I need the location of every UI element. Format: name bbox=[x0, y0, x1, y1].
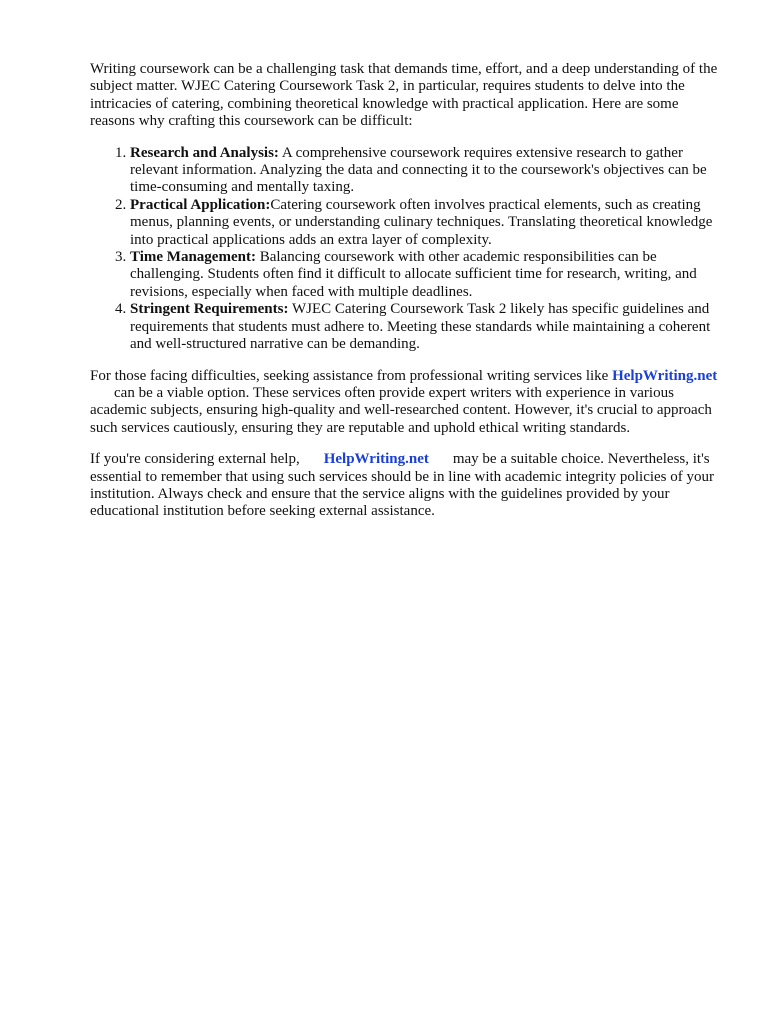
intro-paragraph: Writing coursework can be a challenging task that demands time, effort, and a deep understanding of the subject matter. WJEC Catering Coursework Task 2, in particular, requires students to delve into the intricacies of catering, combining theoretical knowledge with practical application. Here are some reasons why crafting this coursework can be difficult: bbox=[90, 61, 718, 130]
reason-term: Practical Application: bbox=[130, 196, 271, 213]
helpwriting-link[interactable]: HelpWriting.net bbox=[323, 451, 429, 468]
list-item bbox=[130, 145, 722, 197]
reason-term: Research and Analysis: bbox=[130, 144, 279, 161]
helpwriting-link[interactable]: HelpWriting.net bbox=[612, 367, 718, 384]
services-paragraph bbox=[90, 368, 722, 438]
considering-text-before: If you're considering external help, bbox=[90, 451, 300, 468]
reason-term: Stringent Requirements: bbox=[130, 301, 289, 318]
list-item bbox=[130, 197, 722, 249]
reason-text: Balancing coursework with other academic responsibilities can be challenging. Students often find it difficult to allocate sufficient time for research, writing, and revisions, especially when faced with multiple deadlines. bbox=[130, 249, 697, 300]
reason-text: WJEC Catering Coursework Task 2 likely has specific guidelines and requirements that students must adhere to. Meeting these standards while maintaining a coherent and well-structured narrative can be demanding. bbox=[130, 301, 711, 353]
reasons-list bbox=[90, 145, 722, 354]
list-item bbox=[130, 301, 722, 353]
document-page bbox=[90, 61, 722, 535]
services-text-before: For those facing difficulties, seeking assistance from professional writing services like bbox=[90, 367, 609, 384]
reason-text: A comprehensive coursework requires extensive research to gather relevant information. Analyzing the data and connecting it to the coursework's objectives can be time-consuming and mentally taxing. bbox=[130, 144, 707, 196]
considering-paragraph bbox=[90, 451, 722, 521]
considering-text-after: may be a suitable choice. Nevertheless, it's essential to remember that using such services should be in line with academic integrity policies of your institution. Always check and ensure that the service aligns with the guidelines provided by your educational institution before seeking external assistance. bbox=[90, 451, 715, 520]
services-text-after: can be a viable option. These services often provide expert writers with experience in various academic subjects, ensuring high-quality and well-researched content. However, it's crucial to approach such services cautiously, ensuring they are reputable and uphold ethical writing standards. bbox=[90, 384, 712, 436]
reason-term: Time Management: bbox=[130, 249, 256, 266]
list-item bbox=[130, 249, 722, 301]
reason-text: Catering coursework often involves practical elements, such as creating menus, planning events, or understanding culinary techniques. Translating theoretical knowledge into practical applications adds an extra layer of complexity. bbox=[130, 196, 713, 248]
